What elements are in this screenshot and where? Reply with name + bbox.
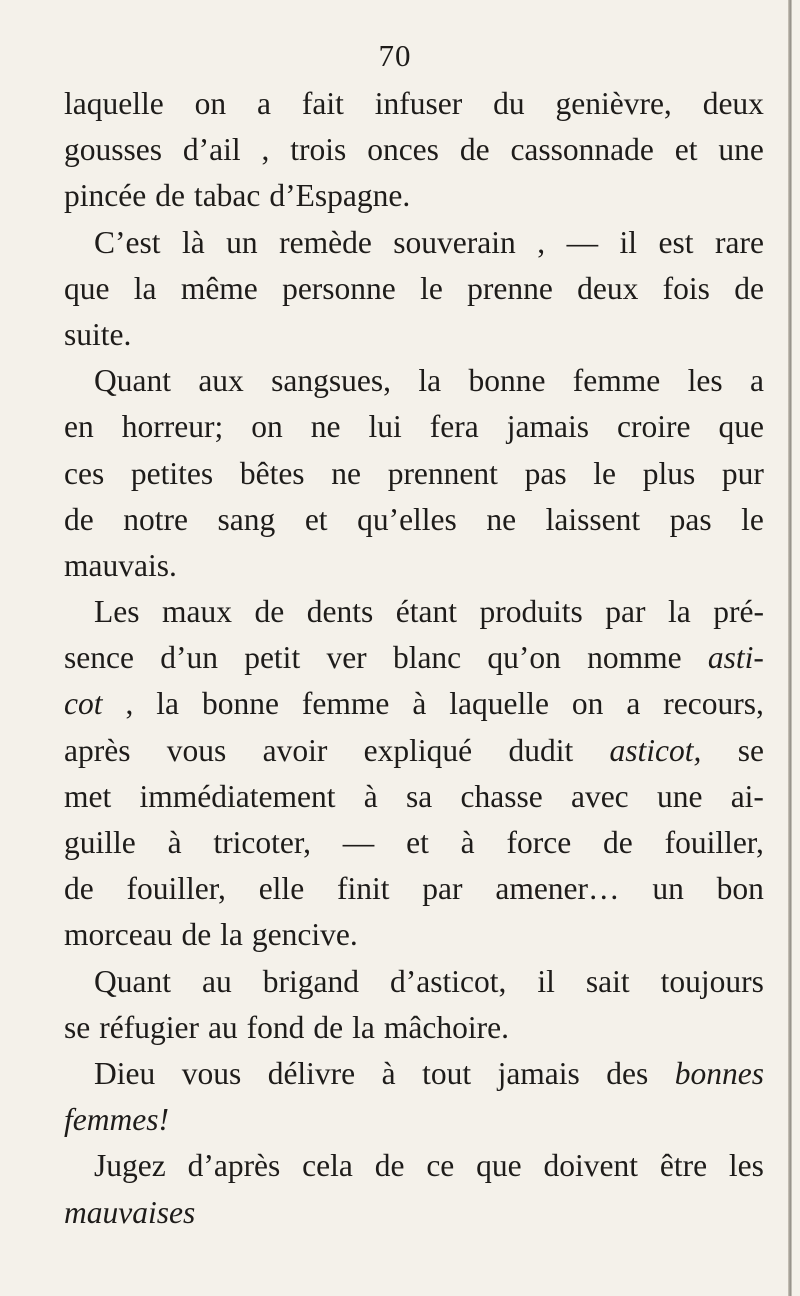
word: délivre (267, 1055, 356, 1091)
word: nomme (587, 640, 682, 676)
word: tout (422, 1055, 472, 1091)
word: suite. (64, 316, 132, 352)
text-line (64, 81, 764, 127)
text-line (64, 681, 764, 727)
text-line (64, 1143, 764, 1189)
word: d’après (187, 1148, 281, 1184)
word: infuser (374, 86, 463, 121)
word: la (133, 270, 157, 306)
word: le (741, 501, 764, 537)
word: blanc (392, 640, 462, 676)
text-line (64, 912, 764, 958)
word: horreur; (121, 409, 224, 445)
word: Les (94, 594, 140, 630)
body-text (64, 81, 764, 1236)
word: jamais (497, 1055, 580, 1091)
word: recours, (663, 686, 764, 722)
word: femme (572, 363, 661, 399)
word: après (64, 732, 131, 768)
word: laquelle (449, 686, 549, 722)
word: de (181, 917, 212, 953)
word: de (603, 825, 633, 860)
word: de (459, 132, 490, 168)
word: ce (426, 1148, 455, 1184)
text-line (64, 266, 764, 312)
word: , (537, 224, 546, 260)
text-line (64, 589, 764, 635)
word: vous (181, 1055, 242, 1091)
text-line (64, 312, 764, 358)
word: cot (64, 686, 103, 722)
word: immédiatement (139, 778, 336, 814)
word: bonnes (674, 1055, 764, 1091)
word: la (418, 363, 442, 399)
text-line (64, 1097, 764, 1143)
word: et (674, 132, 698, 168)
word: expliqué (363, 732, 473, 768)
word: on (251, 409, 283, 445)
word: il (537, 963, 555, 999)
word: par (605, 594, 646, 630)
word: produits (479, 594, 583, 630)
word: bonne (468, 363, 546, 399)
word: tabac (193, 178, 261, 214)
word: fait (301, 86, 344, 121)
word: a (749, 363, 764, 399)
word: à (167, 825, 182, 860)
word: est (658, 224, 694, 260)
word: fera (429, 409, 479, 445)
word: a (626, 686, 641, 722)
word: dudit (508, 732, 574, 768)
word: onces (367, 132, 439, 168)
word: fouiller, (126, 871, 226, 907)
word: elle (258, 871, 305, 907)
word: au (202, 963, 232, 999)
text-line (64, 635, 764, 681)
word: doivent (543, 1148, 638, 1184)
word: fouiller, (664, 825, 764, 860)
page-number: 70 (378, 38, 412, 73)
word: à (460, 825, 475, 860)
word: à (412, 686, 427, 722)
word: de (734, 270, 764, 306)
word: la (352, 1009, 375, 1045)
word: gencive. (251, 917, 358, 953)
word: dents (306, 594, 374, 630)
word: que (718, 409, 764, 445)
text-line (64, 866, 764, 912)
word: ne (486, 501, 517, 537)
word: , (261, 132, 270, 168)
word: d’ail (182, 132, 241, 168)
word: bonne (201, 686, 279, 722)
word: — (566, 224, 599, 260)
word: petites (130, 455, 214, 491)
word: ne (310, 409, 341, 445)
word: morceau (64, 917, 173, 953)
word: fond (246, 1009, 305, 1045)
word: étant (395, 594, 457, 630)
word: sence (64, 640, 134, 676)
text-line (64, 959, 764, 1005)
word: personne (282, 270, 396, 306)
word: petit (244, 640, 301, 676)
word: femme (301, 686, 390, 722)
word: bêtes (239, 455, 305, 491)
word: de (64, 871, 94, 907)
word: par (422, 871, 463, 907)
word: finit (336, 871, 390, 907)
word: ne (331, 455, 361, 491)
word: genièvre, (555, 86, 672, 121)
word: les (687, 363, 723, 399)
word: asticot, (609, 732, 702, 768)
word: d’un (160, 640, 218, 676)
word: gousses (64, 132, 163, 168)
word: trois (290, 132, 347, 168)
word: d’asticot, (390, 963, 507, 999)
word: des (606, 1055, 649, 1091)
word: que (64, 270, 110, 306)
word: réfugier (99, 1009, 199, 1045)
word: mâchoire. (383, 1009, 509, 1045)
word: pur (721, 455, 764, 491)
word: souverain (393, 224, 516, 260)
word: ver (326, 640, 367, 676)
text-line (64, 451, 764, 497)
word: la (220, 917, 243, 953)
word: à (363, 778, 378, 814)
word: mauvaises (64, 1194, 196, 1230)
word: de (374, 1148, 405, 1184)
word: pas (669, 501, 712, 537)
word: même (180, 270, 258, 306)
word: une (656, 778, 703, 814)
word: cassonnade (510, 132, 654, 168)
word: se (737, 732, 764, 768)
word: laissent (545, 501, 641, 537)
word: maux (162, 594, 232, 630)
word: sang (217, 501, 276, 537)
word: les (728, 1148, 764, 1184)
word: et (304, 501, 328, 537)
word: du (493, 86, 525, 121)
word: avoir (262, 732, 328, 768)
text-line (64, 543, 764, 589)
word: ai- (730, 778, 764, 814)
word: une (718, 132, 764, 168)
word: en (64, 409, 94, 445)
word: et (406, 825, 429, 860)
word: qu’on (487, 640, 561, 676)
word: rare (715, 224, 764, 260)
word: on (571, 686, 604, 722)
word: met (64, 778, 112, 814)
word: prennent (387, 455, 498, 491)
word: vous (166, 732, 227, 768)
text-line (64, 1051, 764, 1097)
word: Dieu (94, 1055, 156, 1091)
word: un (226, 224, 258, 260)
word: tricoter, (213, 825, 311, 860)
text-line (64, 728, 764, 774)
word: — (342, 825, 375, 860)
text-line (64, 404, 764, 450)
word: lui (368, 409, 402, 445)
word: laquelle (64, 86, 164, 121)
text-line (64, 774, 764, 820)
word: brigand (262, 963, 359, 999)
word: a (256, 86, 271, 121)
word: pas (524, 455, 567, 491)
word: se (64, 1009, 91, 1045)
word: bon (716, 871, 764, 907)
word: force (506, 825, 572, 860)
text-line (64, 173, 764, 219)
word: mauvais. (64, 547, 177, 583)
word: là (181, 224, 205, 260)
word: notre (123, 501, 188, 537)
word: prenne (467, 270, 553, 306)
word: pré- (713, 594, 764, 630)
word: asti- (707, 640, 764, 676)
word: la (156, 686, 179, 722)
word: Jugez (94, 1148, 166, 1184)
text-line (64, 1190, 764, 1236)
word: que (476, 1148, 522, 1184)
word: aux (198, 363, 244, 399)
word: amener… (495, 871, 620, 907)
word: de (64, 501, 94, 537)
word: toujours (660, 963, 764, 999)
word: deux (702, 86, 764, 121)
text-line (64, 820, 764, 866)
word: sangsues, (271, 363, 392, 399)
word: avec (570, 778, 629, 814)
text-line (64, 1005, 764, 1051)
word: C’est (94, 224, 161, 260)
word: le (593, 455, 617, 491)
text-line (64, 127, 764, 173)
word: pincée (64, 178, 147, 214)
word: chasse (460, 778, 543, 814)
word: croire (616, 409, 691, 445)
word: de (155, 178, 185, 214)
word: qu’elles (357, 501, 457, 537)
word: femmes! (64, 1102, 169, 1138)
word: Quant (94, 963, 171, 999)
word: plus (642, 455, 696, 491)
word: à (381, 1055, 396, 1091)
word: être (659, 1148, 708, 1184)
word: Quant (94, 363, 171, 399)
word: au (207, 1009, 238, 1045)
word: sa (405, 778, 433, 814)
word: remède (279, 224, 372, 260)
word: on (194, 86, 227, 121)
text-line (64, 497, 764, 543)
word: de (313, 1009, 344, 1045)
word: cela (302, 1148, 353, 1184)
text-line (64, 358, 764, 404)
word: deux (577, 270, 639, 306)
word: il (619, 224, 638, 260)
word: sait (585, 963, 630, 999)
word: fois (662, 270, 710, 306)
page-edge-shadow (788, 0, 792, 1296)
word: la (668, 594, 691, 630)
word: jamais (506, 409, 589, 445)
word: d’Espagne. (269, 178, 411, 214)
word: le (420, 270, 443, 306)
word: , (125, 686, 134, 722)
word: guille (64, 825, 136, 860)
word: de (254, 594, 285, 630)
word: ces (64, 455, 105, 491)
word: un (652, 871, 684, 907)
text-line (64, 220, 764, 266)
